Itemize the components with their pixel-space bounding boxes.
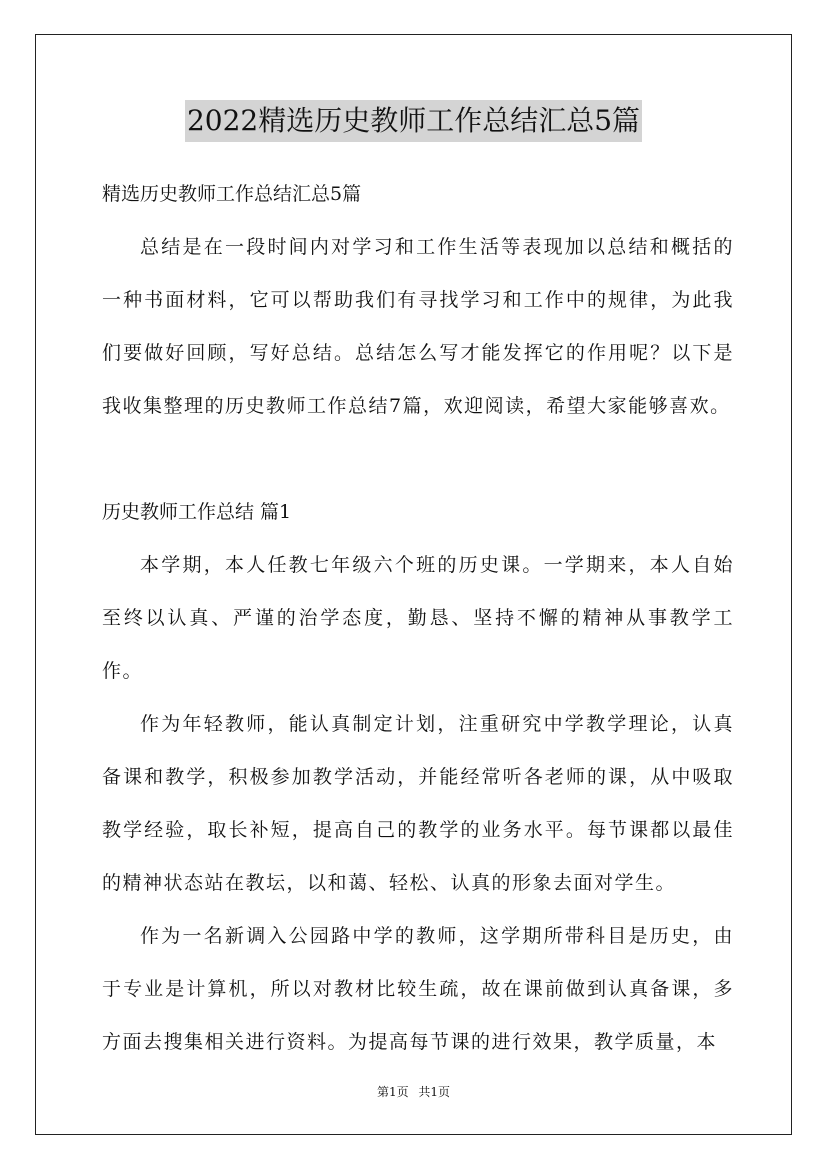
page-footer bbox=[0, 1082, 827, 1102]
body-paragraph: 作为年轻教师，能认真制定计划，注重研究中学教学理论，认真备课和教学，积极参加教学活动，并能经常听各老师的课，从中吸取教学经验，取长补短，提高自己的教学的业务水平。每节课都以最佳的精神状态站在教坛，以和蔼、轻松、认真的形象去面对学生。 bbox=[102, 713, 734, 894]
section-gap bbox=[102, 433, 734, 486]
document-subtitle: 精选历史教师工作总结汇总5篇 bbox=[102, 183, 362, 205]
body-paragraph: 本学期，本人任教七年级六个班的历史课。一学期来，本人自始至终以认真、严谨的治学态度，勤恳、坚持不懈的精神从事教学工作。 bbox=[102, 554, 734, 682]
body-paragraph: 作为一名新调入公园路中学的教师，这学期所带科目是历史，由于专业是计算机，所以对教材比较生疏，故在课前做到认真备课，多方面去搜集相关进行资料。为提高每节课的进行效果，教学质量，本 bbox=[102, 925, 734, 1053]
document-title: 2022精选历史教师工作总结汇总5篇 bbox=[185, 100, 642, 142]
title-wrap bbox=[0, 100, 827, 142]
page-total: 共1页 bbox=[418, 1085, 451, 1099]
section-heading: 历史教师工作总结 篇1 bbox=[102, 501, 292, 523]
intro-paragraph: 总结是在一段时间内对学习和工作生活等表现加以总结和概括的一种书面材料，它可以帮助我们有寻找学习和工作中的规律，为此我们要做好回顾，写好总结。总结怎么写才能发挥它的作用呢？以下是我收集整理的历史教师工作总结7篇，欢迎阅读，希望大家能够喜欢。 bbox=[102, 236, 734, 417]
page-number: 第1页 bbox=[376, 1085, 409, 1099]
document-body bbox=[102, 168, 734, 1069]
